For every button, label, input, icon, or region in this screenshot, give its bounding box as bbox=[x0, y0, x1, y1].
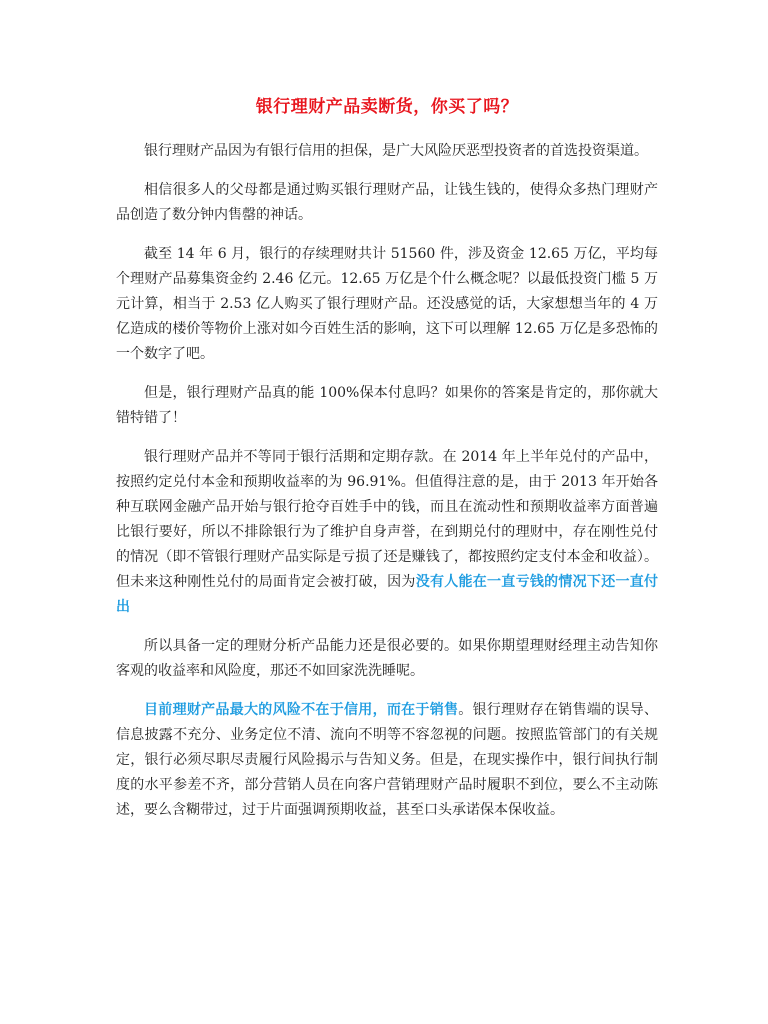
paragraph-5-text: 银行理财产品并不等同于银行活期和定期存款。在 2014 年上半年兑付的产品中，按照约定兑付本金和预期收益率的为 96.91%。但值得注意的是，由于 2013 年开始各种互联网金融产品开始与银行抢夺百姓手中的钱，而且在流动性和预期收益率方面普遍比银行要好，所以不排除银行为了维护自身声誉，在到期兑付的理财中，存在刚性兑付的情况（即不管银行理财产品实际是亏损了还是赚钱了，都按照约定支付本金和收益）。但未来这种刚性兑付的局面肯定会被打破，因为 bbox=[116, 449, 658, 590]
paragraph-6: 所以具备一定的理财分析产品能力还是很必要的。如果你期望理财经理主动告知你客观的收益率和风险度，那还不如回家洗洗睡呢。 bbox=[116, 638, 658, 679]
paragraph-7-highlight: 目前理财产品最大的风险不在于信用，而在于销售 bbox=[144, 702, 459, 718]
paragraph-4: 但是，银行理财产品真的能 100%保本付息吗？如果你的答案是肯定的，那你就大错特错了！ bbox=[116, 385, 658, 426]
paragraph-3: 截至 14 年 6 月，银行的存续理财共计 51560 件，涉及资金 12.65 万亿，平均每个理财产品募集资金约 2.46 亿元。12.65 万亿是个什么概念呢？以最低投资门槛 5 万元计算，相当于 2.53 亿人购买了银行理财产品。还没感觉的话，大家想想当年的 4 万亿造成的楼价等物价上涨对如今百姓生活的影响，这下可以理解 12.65 万亿是多恐怖的一个数字了吧。 bbox=[116, 246, 658, 362]
paragraph-1: 银行理财产品因为有银行信用的担保，是广大风险厌恶型投资者的首选投资渠道。 bbox=[144, 143, 648, 159]
paragraph-5-highlight: 没有人能在一直亏钱的情况下还一直付出 bbox=[116, 574, 659, 615]
paragraph-7-text: 。银行理财存在销售端的误导、信息披露不充分、业务定位不清、流向不明等不容忽视的问题。按照监管部门的有关规定，银行必须尽职尽责履行风险揭示与告知义务。但是，在现实操作中，银行间执行制度的水平参差不齐，部分营销人员在向客户营销理财产品时履职不到位，要么不主动陈述，要么含糊带过，过于片面强调预期收益，甚至口头承诺保本保收益。 bbox=[116, 702, 659, 818]
page-title: 银行理财产品卖断货，你买了吗？ bbox=[255, 97, 519, 117]
paragraph-2: 相信很多人的父母都是通过购买银行理财产品，让钱生钱的，使得众多热门理财产品创造了数分钟内售罄的神话。 bbox=[116, 182, 658, 223]
paragraph-5 bbox=[116, 445, 658, 620]
paragraph-7 bbox=[116, 698, 658, 823]
